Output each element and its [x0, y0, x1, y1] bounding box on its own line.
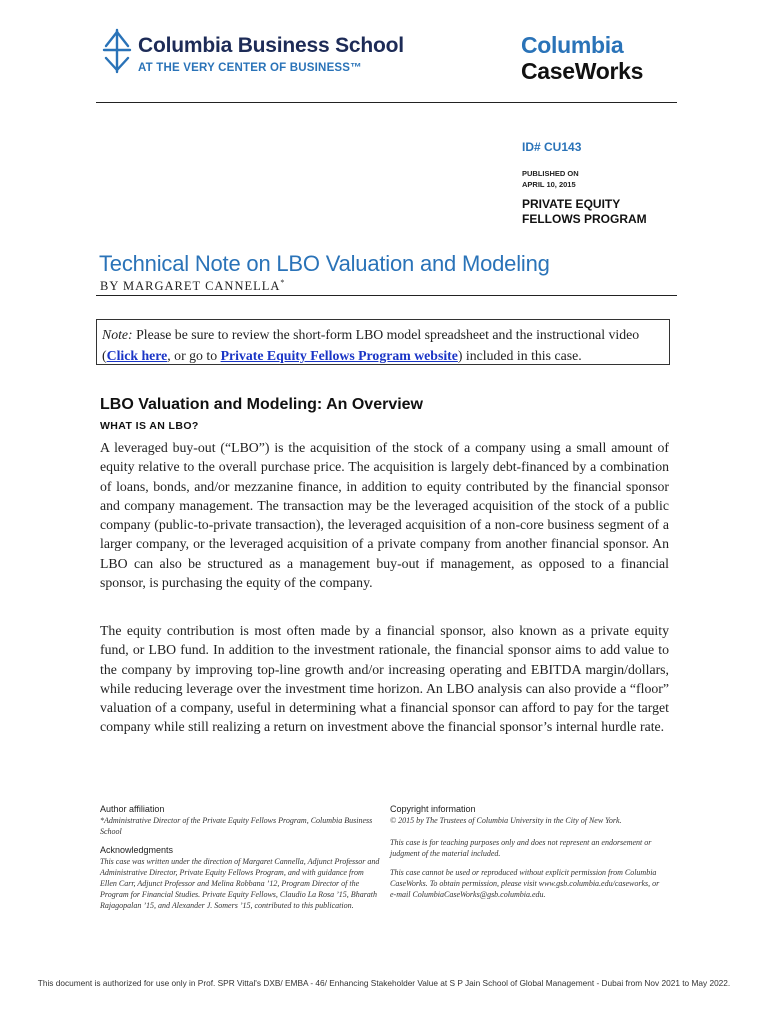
school-tagline: AT THE VERY CENTER OF BUSINESS™: [138, 62, 362, 74]
teaching-purpose-text: This case is for teaching purposes only and does not represent an endorsement or judgment of the material included.: [390, 838, 652, 858]
permission-text: This case cannot be used or reproduced without explicit permission from Columbia CaseWorks. To obtain permission, please visit www.gsb.columbia.edu/caseworks, or e-mail ColumbiaCaseWorks@gsb.columbia.edu.: [390, 868, 660, 899]
acknowledgments-heading: Acknowledgments: [100, 845, 174, 855]
copyright-heading: Copyright information: [390, 804, 476, 814]
crown-mark-icon: [100, 28, 134, 74]
subheading: WHAT IS AN LBO?: [100, 420, 199, 432]
author-affiliation-heading: Author affiliation: [100, 804, 165, 814]
program-line2: FELLOWS PROGRAM: [522, 212, 647, 226]
columbia-business-school-logo: [100, 28, 430, 80]
program-website-link[interactable]: Private Equity Fellows Program website: [220, 348, 458, 363]
note-box: [96, 319, 670, 365]
acknowledgments-text: This case was written under the direction of Margaret Cannella, Adjunct Professor and Administrative Director, Private Equity Fellows Program, and with guidance from Ellen Carr, Adjunct Professor and Melina Robbana ’12, Program Director of the Program for Financial Studies. Private Equity Fellows, Claudio La Rosa ’15, Bharath Rajagopalan ’15, and Alexander J. Somers ’15, contributed to this publication.: [100, 857, 380, 910]
note-text-after: ) included in this case.: [457, 348, 582, 363]
school-name: Columbia Business School: [138, 34, 404, 57]
columbia-caseworks-logo: [521, 32, 643, 84]
author-name: BY MARGARET CANNELLA: [100, 279, 281, 294]
author-footnote-mark: *: [280, 278, 285, 287]
program-name: [522, 197, 647, 227]
published-label: PUBLISHED ON: [522, 169, 579, 178]
publish-info: [522, 168, 579, 190]
body-paragraph-1: A leveraged buy-out (“LBO”) is the acquisition of the stock of a company using a small amount of equity relative to the overall purchase price. The acquisition is largely debt-financed by a combination of loans, bonds, and/or mezzanine finance, in addition to equity contributed by the financial sponsor and company management. The transaction may be the leveraged acquisition of the stock of a public company (public-to-private transaction), the leveraged acquisition of a non-core business segment of a larger company, or the leveraged acquisition of a private company from another financial sponsor. An LBO can also be structured as a management buy-out if management, as opposed to a financial sponsor, is purchasing the equity of the company.: [100, 440, 669, 591]
note-text-middle: , or go to: [167, 348, 221, 363]
footnotes-left: [100, 804, 380, 919]
note-label: Note:: [102, 327, 133, 342]
footnotes-right: [390, 804, 665, 908]
document-title: Technical Note on LBO Valuation and Modeling: [99, 251, 550, 276]
click-here-link[interactable]: Click here: [106, 348, 168, 363]
authorization-footer: This document is authorized for use only in Prof. SPR Vittal's DXB/ EMBA - 46/ Enhancing Stakeholder Value at S P Jain School of Global Management - Dubai from Nov 2021 to May 2022.: [37, 978, 731, 988]
case-id: ID# CU143: [522, 140, 582, 154]
note-text-before: Please be sure to review the short-form LBO model spreadsheet and the instructional video (: [102, 327, 640, 363]
header-divider: [96, 102, 677, 103]
published-date: APRIL 10, 2015: [522, 180, 576, 189]
author-affiliation-text: *Administrative Director of the Private Equity Fellows Program, Columbia Business School: [100, 816, 373, 836]
section-heading: LBO Valuation and Modeling: An Overview: [100, 396, 423, 413]
body-paragraph-2: The equity contribution is most often made by a financial sponsor, also known as a private equity fund, or LBO fund. In addition to the investment rationale, the financial sponsor aims to add value to the company by improving top-line growth and/or increasing operating and EBITDA margin/dollars, while reducing leverage over the investment time horizon. An LBO analysis can also provide a “floor” valuation of a company, useful in determining what a financial sponsor can afford to pay for the target company while still realizing a return on investment above the financial sponsor’s internal hurdle rate.: [100, 623, 669, 735]
caseworks-logo-line1: Columbia: [521, 32, 624, 58]
title-divider: [96, 295, 677, 296]
author-byline: [100, 278, 284, 294]
copyright-text: © 2015 by The Trustees of Columbia University in the City of New York.: [390, 816, 622, 825]
caseworks-logo-line2: CaseWorks: [521, 58, 644, 84]
program-line1: PRIVATE EQUITY: [522, 197, 621, 211]
